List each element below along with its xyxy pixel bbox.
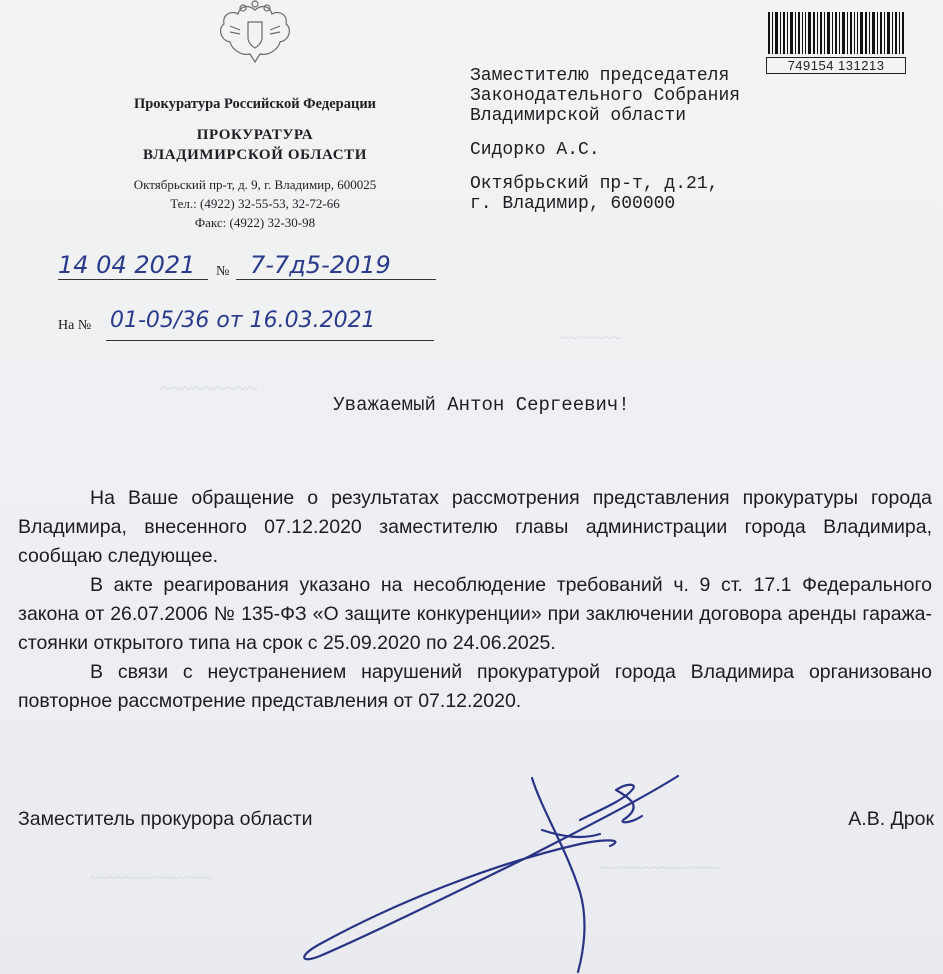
addressee-block xyxy=(470,66,890,228)
reply-to-label: На № xyxy=(58,318,92,333)
addressee-address-line2: г. Владимир, 600000 xyxy=(470,194,676,214)
reply-to-line xyxy=(58,308,438,352)
sender-phone: Тел.: (4922) 32-55-53, 32-72-66 xyxy=(170,196,340,211)
signatory-position: Заместитель прокурора области xyxy=(18,808,313,830)
number-label: № xyxy=(216,264,230,279)
handwritten-outgoing-number: 7-7д5-2019 xyxy=(250,251,391,279)
barcode-number: 749154 131213 xyxy=(766,57,906,74)
barcode xyxy=(766,12,906,73)
sender-address: Октябрьский пр-т, д. 9, г. Владимир, 600025 xyxy=(133,177,377,192)
bleed-through-text: ~~~~~~~~~~~~~~ xyxy=(90,870,212,887)
addressee-address-line1: Октябрьский пр-т, д.21, xyxy=(470,174,719,194)
coat-of-arms-emblem-icon xyxy=(212,0,298,68)
addressee-title-line2: Законодательного Собрания xyxy=(470,86,741,106)
date-underline xyxy=(58,279,208,280)
number-underline xyxy=(236,279,436,280)
handwritten-signature-icon xyxy=(280,760,700,974)
addressee-title-line1: Заместителю председателя xyxy=(470,66,730,86)
registration-line xyxy=(58,247,438,287)
letter-body xyxy=(18,484,932,716)
bleed-through-text: ~~~~~~~~~~~~~~ xyxy=(600,860,722,877)
handwritten-reply-reference: 01-05/36 от 16.03.2021 xyxy=(110,308,376,333)
body-paragraph-1: На Ваше обращение о результатах рассмотрения представления прокуратуры города Владимира, внесенного 07.12.2020 заместителю главы администрации города Владимира, сообщаю следующее. xyxy=(18,487,932,567)
barcode-bars-icon xyxy=(766,12,906,54)
sender-fax: Факс: (4922) 32-30-98 xyxy=(194,215,316,230)
handwritten-date: 14 04 2021 xyxy=(58,251,196,279)
signatory-name: А.В. Дрок xyxy=(848,808,934,830)
sender-block xyxy=(60,96,450,232)
addressee-title-line3: Владимирской области xyxy=(470,106,687,126)
addressee-name: Сидорко А.С. xyxy=(470,140,600,160)
bleed-through-text: ~~~~~~~ xyxy=(560,330,621,347)
reply-underline xyxy=(106,340,434,341)
body-paragraph-2: В акте реагирования указано на несоблюдение требований ч. 9 ст. 17.1 Федерального закона от 26.07.2006 № 135-ФЗ «О защите конкуренции» при заключении договора аренды гаража-стоянки открытого типа на срок с 25.09.2020 по 24.06.2025. xyxy=(18,574,932,654)
bleed-through-text: ~~~~~~~~~ xyxy=(160,378,258,400)
regional-prosecutor-title-line2: ВЛАДИМИРСКОЙ ОБЛАСТИ xyxy=(143,147,367,163)
salutation: Уважаемый Антон Сергеевич! xyxy=(333,394,630,416)
body-paragraph-3: В связи с неустранением нарушений прокуратурой города Владимира организовано повторное рассмотрение представления от 07.12.2020. xyxy=(18,661,932,712)
regional-prosecutor-title-line1: ПРОКУРАТУРА xyxy=(196,127,314,143)
federal-prosecutor-title: Прокуратура Российской Федерации xyxy=(133,96,377,112)
